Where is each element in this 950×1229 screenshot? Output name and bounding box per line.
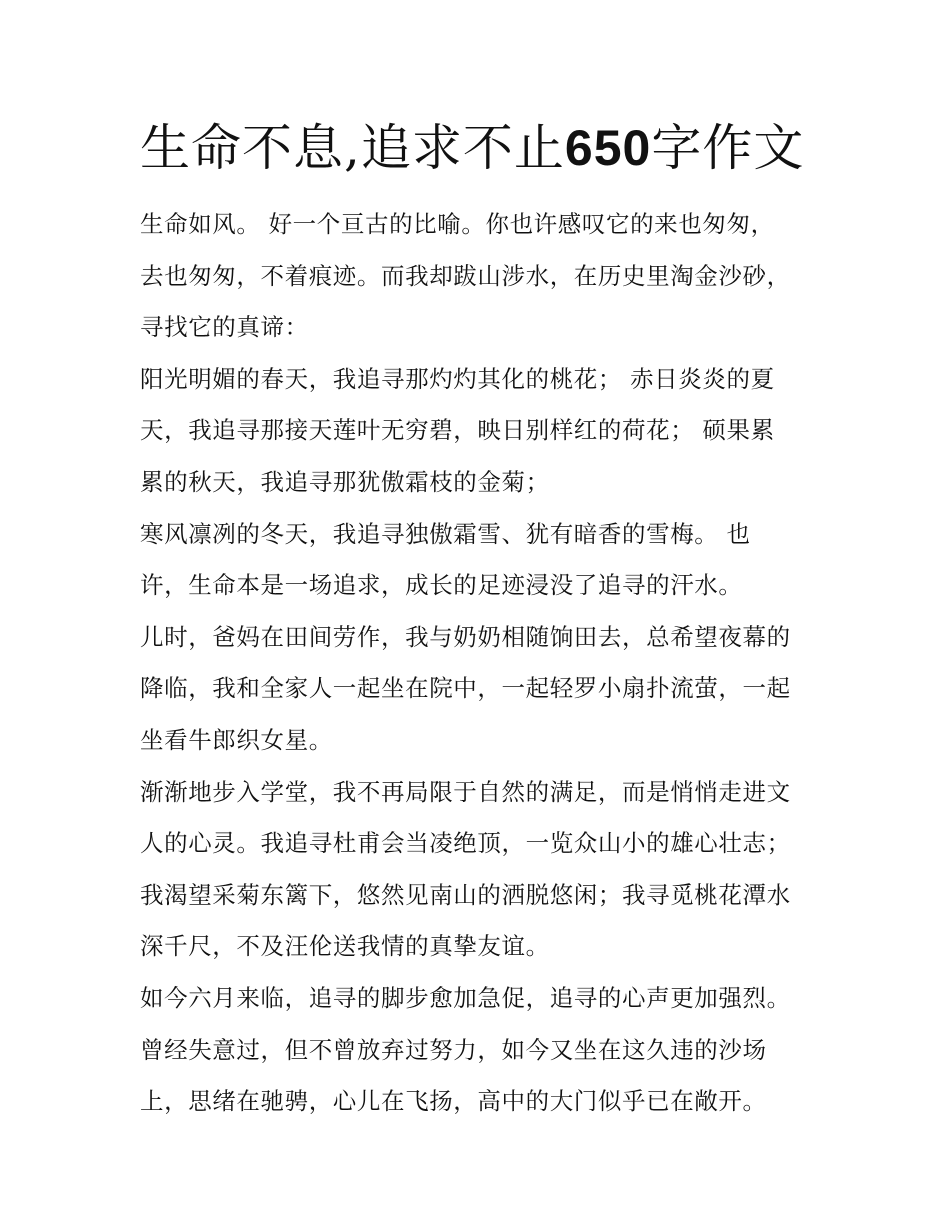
text-line: 许，生命本是一场追求，成长的足迹浸没了追寻的汗水。	[140, 571, 743, 600]
text-line: 天，我追寻那接天莲叶无穷碧，映日别样红的荷花； 硕果累	[140, 416, 775, 445]
title-prefix: 生命不息,追求不止	[140, 119, 565, 177]
text-line: 坐看牛郎织女星。	[140, 725, 333, 754]
text-line: 降临，我和全家人一起坐在院中，一起轻罗小扇扑流萤，一起	[140, 674, 791, 703]
text-line: 如今六月来临，追寻的脚步愈加急促，追寻的心声更加强烈。	[140, 983, 791, 1012]
title-suffix: 字作文	[651, 119, 805, 177]
text-line: 渐渐地步入学堂，我不再局限于自然的满足，而是悄悄走进文	[140, 777, 791, 806]
text-line: 我渴望采菊东篱下，悠然见南山的洒脱悠闲；我寻觅桃花潭水	[140, 880, 791, 909]
text-line: 曾经失意过，但不曾放弃过努力，如今又坐在这久违的沙场	[140, 1035, 767, 1064]
text-line: 深千尺，不及汪伦送我情的真挚友谊。	[140, 932, 550, 961]
text-line: 寒风凛冽的冬天，我追寻独傲霜雪、犹有暗香的雪梅。 也	[140, 519, 751, 548]
title-number: 650	[564, 120, 652, 176]
text-line: 生命如风。 好一个亘古的比喻。你也许感叹它的来也匆匆，	[140, 210, 775, 238]
text-line: 去也匆匆，不着痕迹。而我却跋山涉水，在历史里淘金沙砂，	[140, 261, 791, 290]
text-line: 上，思绪在驰骋，心儿在飞扬，高中的大门似乎已在敞开。	[140, 1087, 767, 1116]
page-title	[140, 118, 840, 178]
text-line: 阳光明媚的春天，我追寻那灼灼其化的桃花； 赤日炎炎的夏	[140, 364, 775, 393]
text-line: 累的秋天，我追寻那犹傲霜枝的金菊；	[140, 467, 550, 496]
text-line: 人的心灵。我追寻杜甫会当凌绝顶，一览众山小的雄心壮志；	[140, 829, 791, 858]
text-line: 寻找它的真谛：	[140, 313, 309, 342]
essay-body	[140, 199, 830, 1128]
text-line: 儿时，爸妈在田间劳作，我与奶奶相随饷田去，总希望夜幕的	[140, 622, 791, 651]
